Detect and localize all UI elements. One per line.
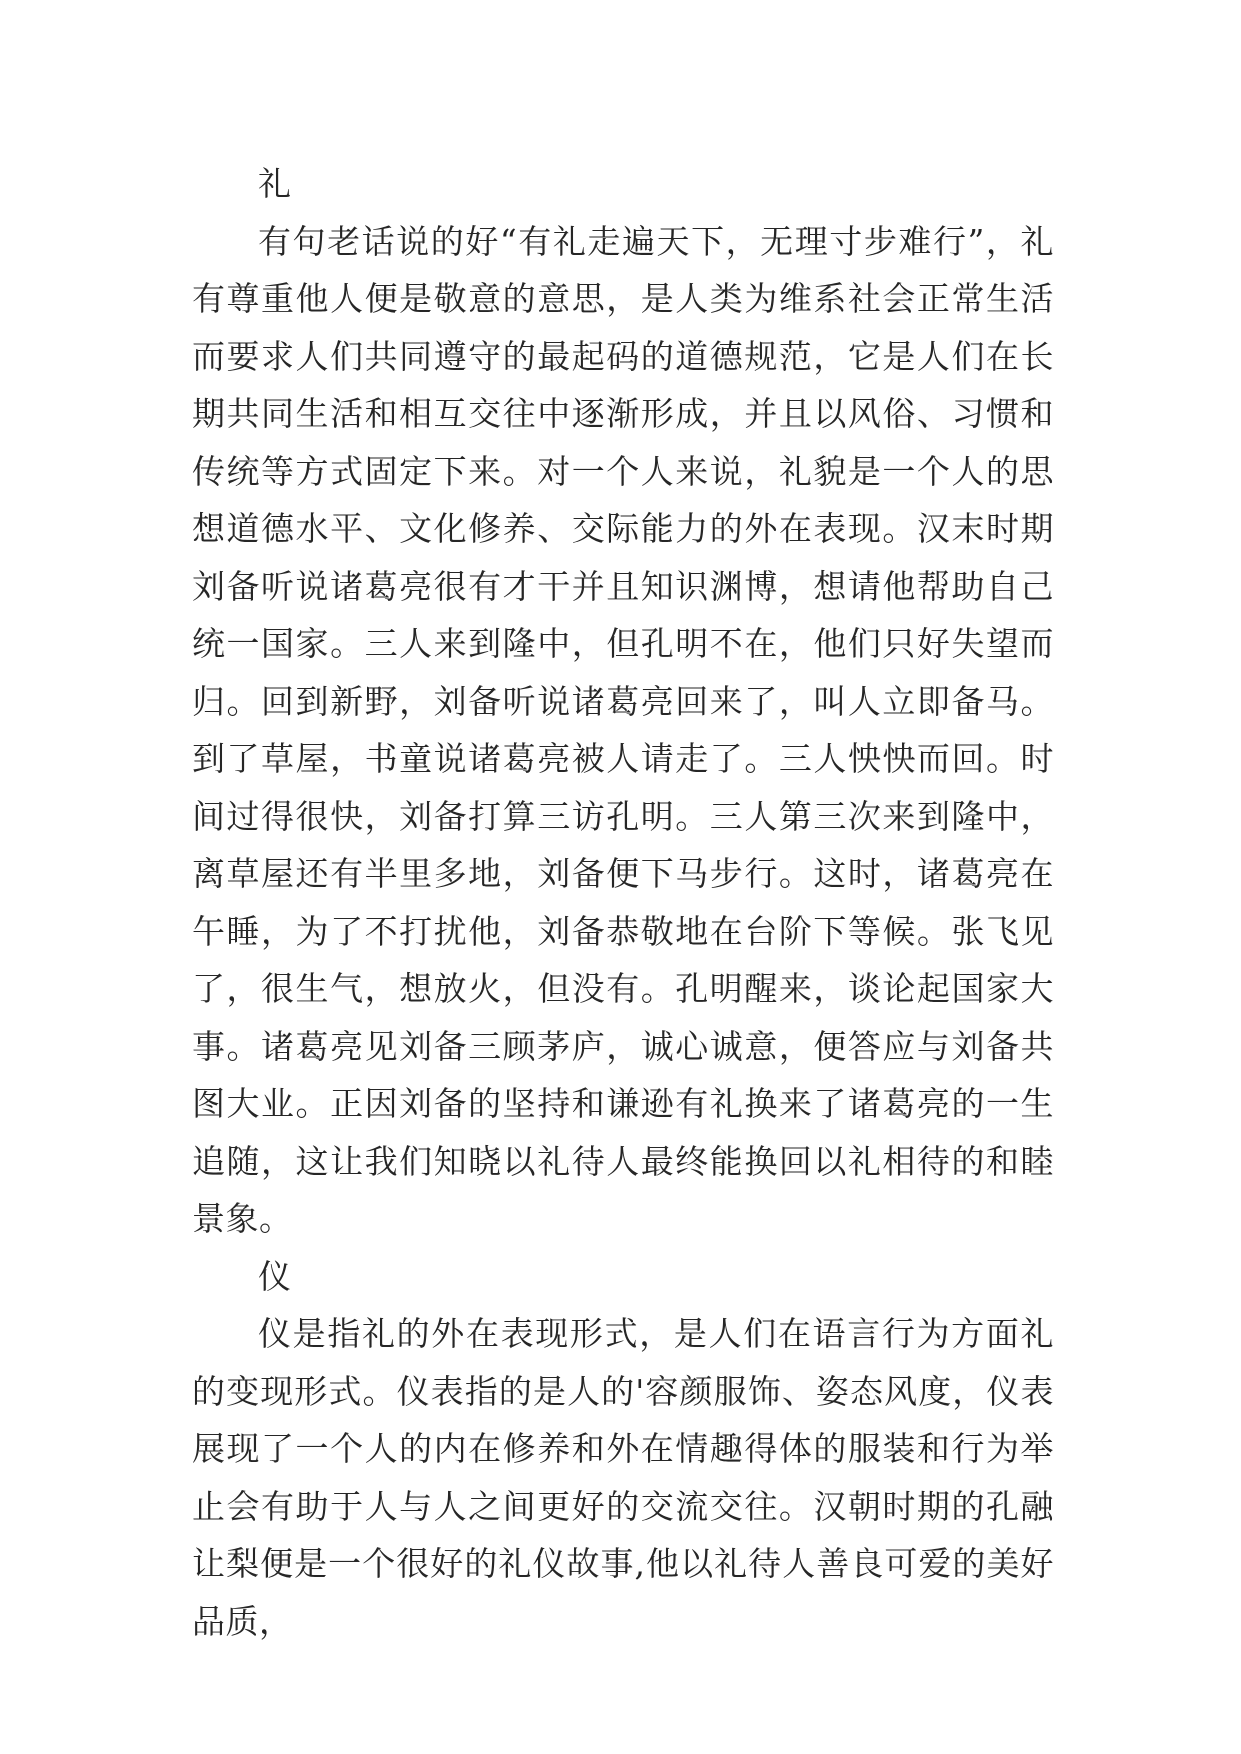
section-paragraph-li: 有句老话说的好“有礼走遍天下，无理寸步难行”，礼有尊重他人便是敬意的意思，是人类为维系社会正常生活而要求人们共同遵守的最起码的道德规范，它是人们在长期共同生活和相互交往中逐渐形成，并且以风俗、习惯和传统等方式固定下来。对一个人来说，礼貌是一个人的思想道德水平、文化修养、交际能力的外在表现。汉末时期刘备听说诸葛亮很有才干并且知识渊博，想请他帮助自己统一国家。三人来到隆中，但孔明不在，他们只好失望而归。回到新野，刘备听说诸葛亮回来了，叫人立即备马。到了草屋，书童说诸葛亮被人请走了。三人怏怏而回。时间过得很快，刘备打算三访孔明。三人第三次来到隆中，离草屋还有半里多地，刘备便下马步行。这时，诸葛亮在午睡，为了不打扰他，刘备恭敬地在台阶下等候。张飞见了，很生气，想放火，但没有。孔明醒来，谈论起国家大事。诸葛亮见刘备三顾茅庐，诚心诚意，便答应与刘备共图大业。正因刘备的坚持和谦逊有礼换来了诸葛亮的一生追随，这让我们知晓以礼待人最终能换回以礼相待的和睦景象。 xyxy=(192,221,1054,1238)
section-heading-yi: 仪 xyxy=(258,1256,292,1296)
section-heading-li: 礼 xyxy=(258,164,292,203)
section-paragraph-yi: 仪是指礼的外在表现形式，是人们在语言行为方面礼的变现形式。仪表指的是人的'容颜服饰、姿态风度，仪表展现了一个人的内在修养和外在情趣得体的服装和行为举止会有助于人与人之间更好的交流交往。汉朝时期的孔融让梨便是一个很好的礼仪故事,他以礼待人善良可爱的美好品质， xyxy=(192,1314,1054,1641)
document-body xyxy=(192,155,1054,1650)
